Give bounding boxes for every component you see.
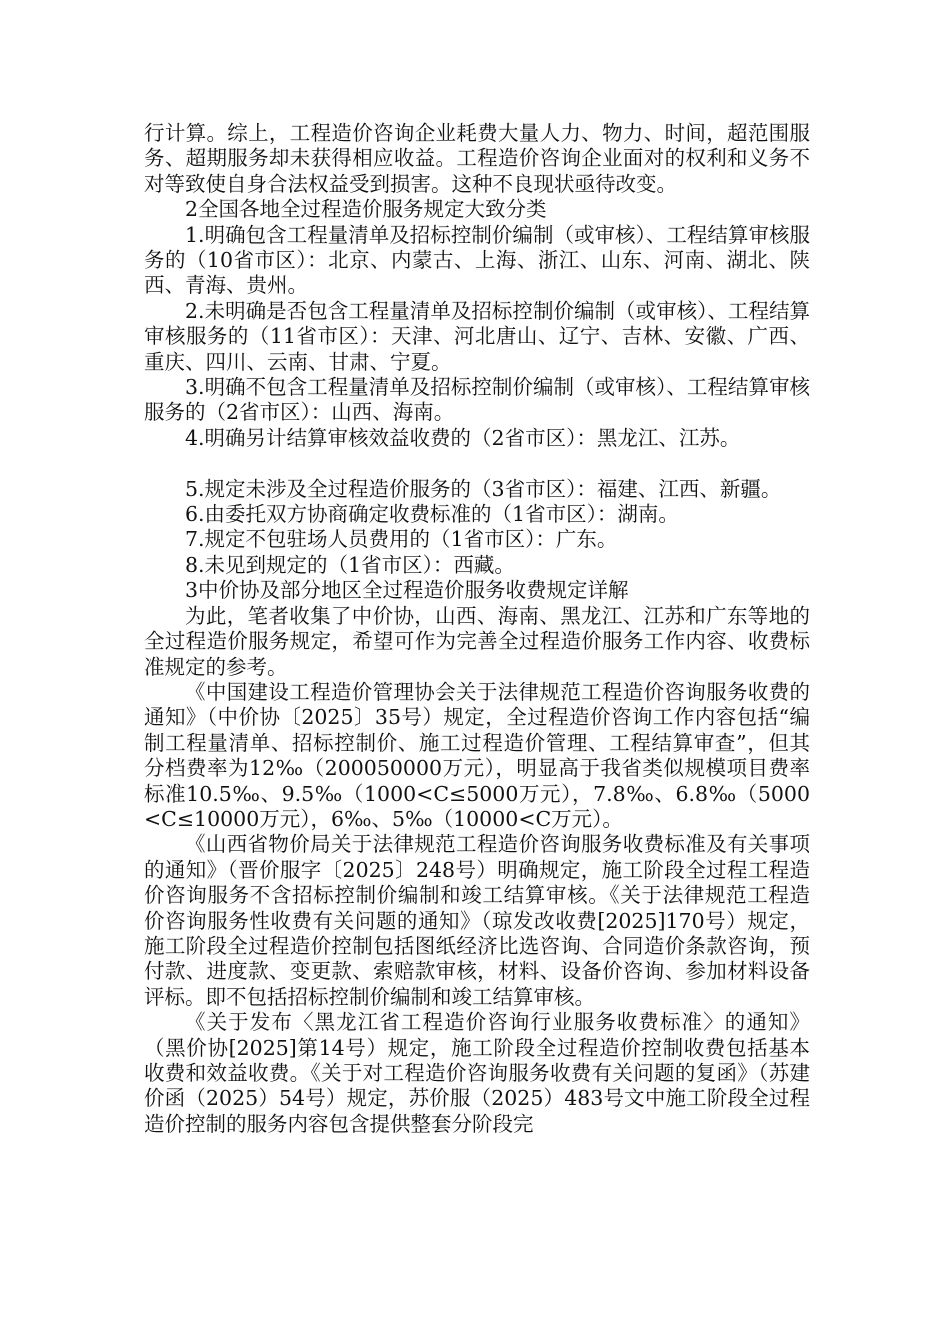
paragraph-cca-notice: 《中国建设工程造价管理协会关于法律规范工程造价咨询服务收费的通知》（中价协〔2025〕35号）规定，全过程造价咨询工作内容包括“编制工程量清单、招标控制价、施工过程造价管理、工程结算审查”，但其分档费率为12‰（200050000万元），明显高于我省类似规模项目费率标准10.5‰、9.5‰（1000<C≤5000万元），7.8‰、6.8‰（5000<C≤10000万元），6‰、5‰（10000<C万元）。 (144, 679, 810, 831)
list-item-6: 6.由委托双方协商确定收费标准的（1省市区）：湖南。 (185, 502, 679, 527)
section-heading-3: 3中价协及部分地区全过程造价服务收费规定详解 (185, 578, 629, 603)
list-item-8: 8.未见到规定的（1省市区）：西藏。 (185, 552, 515, 577)
paragraph-heilongjiang-jiangsu: 《关于发布〈黑龙江省工程造价咨询行业服务收费标准〉的通知》（黑价协[2025]第14号）规定，施工阶段全过程造价控制收费包括基本收费和效益收费。《关于对工程造价咨询服务收费有关问题的复函》（苏建价函（2025）54号）规定，苏价服（2025）483号文中施工阶段全过程造价控制的服务内容包含提供整套分阶段完 (144, 1010, 810, 1136)
list-item-4: 4.明确另计结算审核效益收费的（2省市区）：黑龙江、江苏。 (185, 425, 741, 450)
list-item-5: 5.规定未涉及全过程造价服务的（3省市区）：福建、江西、新疆。 (185, 476, 782, 501)
section-heading-2: 2全国各地全过程造价服务规定大致分类 (185, 197, 547, 222)
list-item-2: 2.未明确是否包含工程量清单及招标控制价编制（或审核）、工程结算审核服务的（11省市区）：天津、河北唐山、辽宁、吉林、安徽、广西、重庆、四川、云南、甘肃、宁夏。 (144, 298, 810, 374)
paragraph-intro: 为此，笔者收集了中价协，山西、海南、黑龙江、江苏和广东等地的全过程造价服务规定，希望可作为完善全过程造价服务工作内容、收费标准规定的参考。 (144, 603, 810, 679)
list-item-3: 3.明确不包含工程量清单及招标控制价编制（或审核）、工程结算审核服务的（2省市区）：山西、海南。 (144, 375, 810, 425)
paragraph-shanxi-hainan: 《山西省物价局关于法律规范工程造价咨询服务收费标准及有关事项的通知》（晋价服字〔2025〕248号）明确规定，施工阶段全过程工程造价咨询服务不含招标控制价编制和竣工结算审核。《关于法律规范工程造价咨询服务性收费有关问题的通知》（琼发改收费[2025]170号）规定，施工阶段全过程造价控制包括图纸经济比选咨询、合同造价条款咨询，预付款、进度款、变更款、索赔款审核，材料、设备价咨询、参加材料设备评标。即不包括招标控制价编制和竣工结算审核。 (144, 832, 810, 1009)
paragraph-continuation: 行计算。综上，工程造价咨询企业耗费大量人力、物力、时间，超范围服务、超期服务却未获得相应收益。工程造价咨询企业面对的权利和义务不对等致使自身合法权益受到损害。这种不良现状亟待改变。 (144, 121, 810, 196)
list-item-1: 1.明确包含工程量清单及招标控制价编制（或审核）、工程结算审核服务的（10省市区）：北京、内蒙古、上海、浙江、山东、河南、湖北、陕西、青海、贵州。 (144, 222, 810, 298)
list-item-7: 7.规定不包驻场人员费用的（1省市区）：广东。 (185, 527, 618, 552)
document-body (144, 121, 810, 1137)
